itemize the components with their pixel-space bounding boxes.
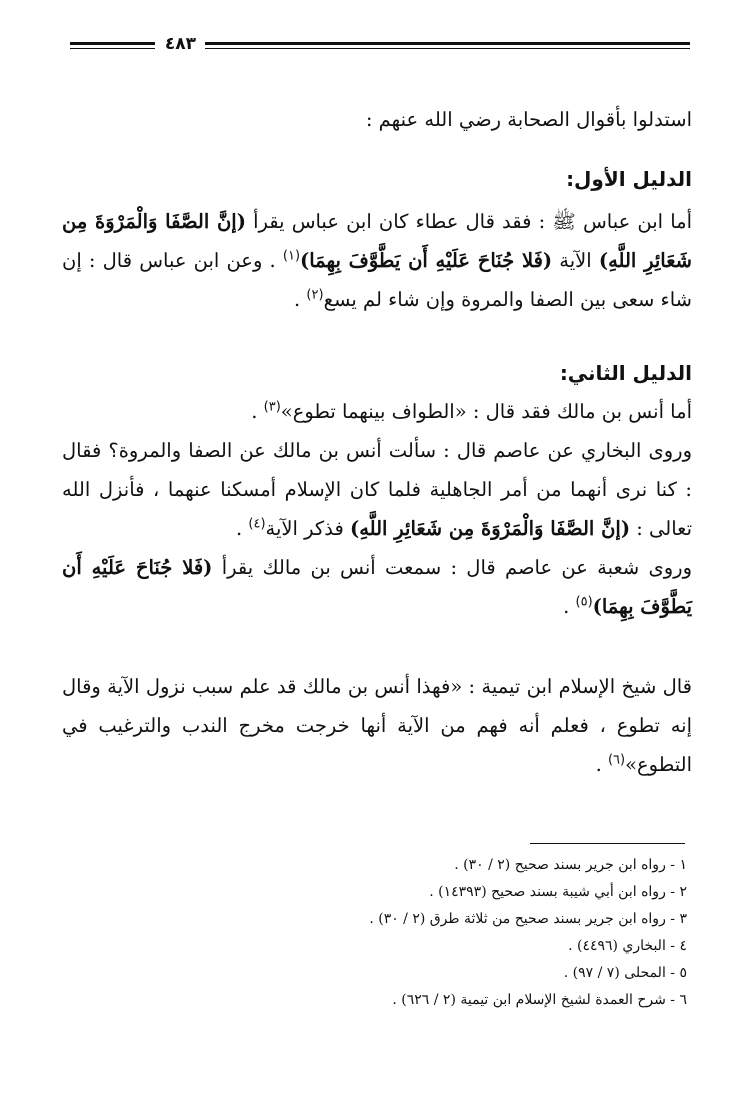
footnote-4: ٤ - البخاري (٤٤٩٦) .: [568, 938, 687, 954]
footnote-ref-1[interactable]: (١): [282, 248, 301, 264]
bukhari-end: .: [236, 517, 249, 540]
footnote-ref-4[interactable]: (٤): [248, 516, 266, 532]
quran-verse-2: (فَلا جُنَاحَ عَلَيْهِ أَن يَطَّوَّفَ بِهِمَا): [300, 249, 553, 272]
evidence2-heading: الدليل الثاني:: [559, 361, 692, 385]
evidence1-seg1: أما ابن عباس ﷺ : فقد قال عطاء كان ابن عباس يقرأ: [245, 210, 693, 233]
header-rule-left-thin: [70, 48, 155, 49]
evidence1-paragraph: [62, 202, 692, 319]
intro-paragraph: [62, 100, 692, 139]
footnote-ref-6[interactable]: (٦): [607, 752, 626, 768]
anas-quote-end: .: [251, 400, 264, 423]
evidence2-heading-block: [62, 354, 692, 393]
bukhari-seg2: فذكر الآية: [265, 517, 350, 540]
evidence1-text: [62, 202, 692, 319]
evidence2-paragraphs: [62, 392, 692, 626]
quran-verse-3: (إنَّ الصَّفَا وَالْمَرْوَةَ مِن شَعَائِرِ اللَّهِ): [349, 517, 631, 540]
ibn-taymiyyah-quote: قال شيخ الإسلام ابن تيمية : «فهذا أنس بن مالك قد علم سبب نزول الآية وقال إنه تطوع ، فعلم أنه فهم من الآية أنها خرجت مخرج الندب والترغيب في التطوع»: [62, 675, 692, 776]
evidence1-heading: الدليل الأول:: [566, 167, 692, 191]
header-rule-left-thick: [70, 42, 155, 45]
evidence1-seg4: .: [294, 288, 307, 311]
footnotes: [87, 852, 687, 1014]
evidence2-line1: [62, 392, 692, 431]
quran-verse-1: (إنَّ الصَّفَا وَالْمَرْوَةَ مِن شَعَائِرِ اللَّهِ): [62, 210, 692, 272]
header-rule-thin: [205, 48, 690, 49]
footnote-6: ٦ - شرح العمدة لشيخ الإسلام ابن تيمية (٢ / ٦٢٦) .: [392, 992, 687, 1008]
footnote-ref-3[interactable]: (٣): [263, 399, 281, 415]
footnote-ref-2[interactable]: (٢): [306, 287, 324, 303]
ibn-taymiyyah-text: [62, 667, 692, 784]
shuba-seg1: وروى شعبة عن عاصم قال : سمعت أنس بن مالك يقرأ: [212, 556, 693, 579]
footnote-separator: [530, 843, 685, 844]
shuba-paragraph: [62, 548, 692, 626]
footnote-1: ١ - رواه ابن جرير بسند صحيح (٢ / ٣٠) .: [454, 857, 687, 873]
bukhari-paragraph: [62, 431, 692, 548]
anas-quote: أما أنس بن مالك فقد قال : «الطواف بينهما تطوع»: [280, 400, 692, 423]
page-header: [70, 34, 690, 54]
page-number: ٤٨٣: [164, 34, 197, 54]
evidence1-seg2: الآية: [552, 249, 599, 272]
footnote-3: ٣ - رواه ابن جرير بسند صحيح من ثلاثة طرق (٢ / ٣٠) .: [369, 911, 687, 927]
ibn-taymiyyah-paragraph: [62, 667, 692, 784]
shuba-end: .: [563, 595, 576, 618]
footnote-2: ٢ - رواه ابن أبي شيبة بسند صحيح (١٤٣٩٣) .: [429, 884, 687, 900]
footnote-5: ٥ - المحلى (٧ / ٩٧) .: [563, 965, 687, 981]
evidence1-seg3: . وعن ابن عباس قال : إن شاء سعى بين الصفا والمروة وإن شاء لم يسع: [62, 249, 692, 311]
intro-text: استدلوا بأقوال الصحابة رضي الله عنهم :: [365, 108, 692, 131]
quran-verse-4: (فَلا جُنَاحَ عَلَيْهِ أَن يَطَّوَّفَ بِهِمَا): [62, 556, 692, 618]
footnote-ref-5[interactable]: (٥): [575, 594, 593, 610]
evidence1-heading-block: [62, 160, 692, 199]
ibn-taymiyyah-end: .: [595, 753, 608, 776]
bukhari-seg1: وروى البخاري عن عاصم قال : سألت أنس بن مالك عن الصفا والمروة؟ فقال : كنا نرى أنهما من أمر الجاهلية فلما كان الإسلام أمسكنا عنهما ، فأنزل الله تعالى :: [62, 439, 692, 540]
header-rule-thick: [205, 42, 690, 45]
